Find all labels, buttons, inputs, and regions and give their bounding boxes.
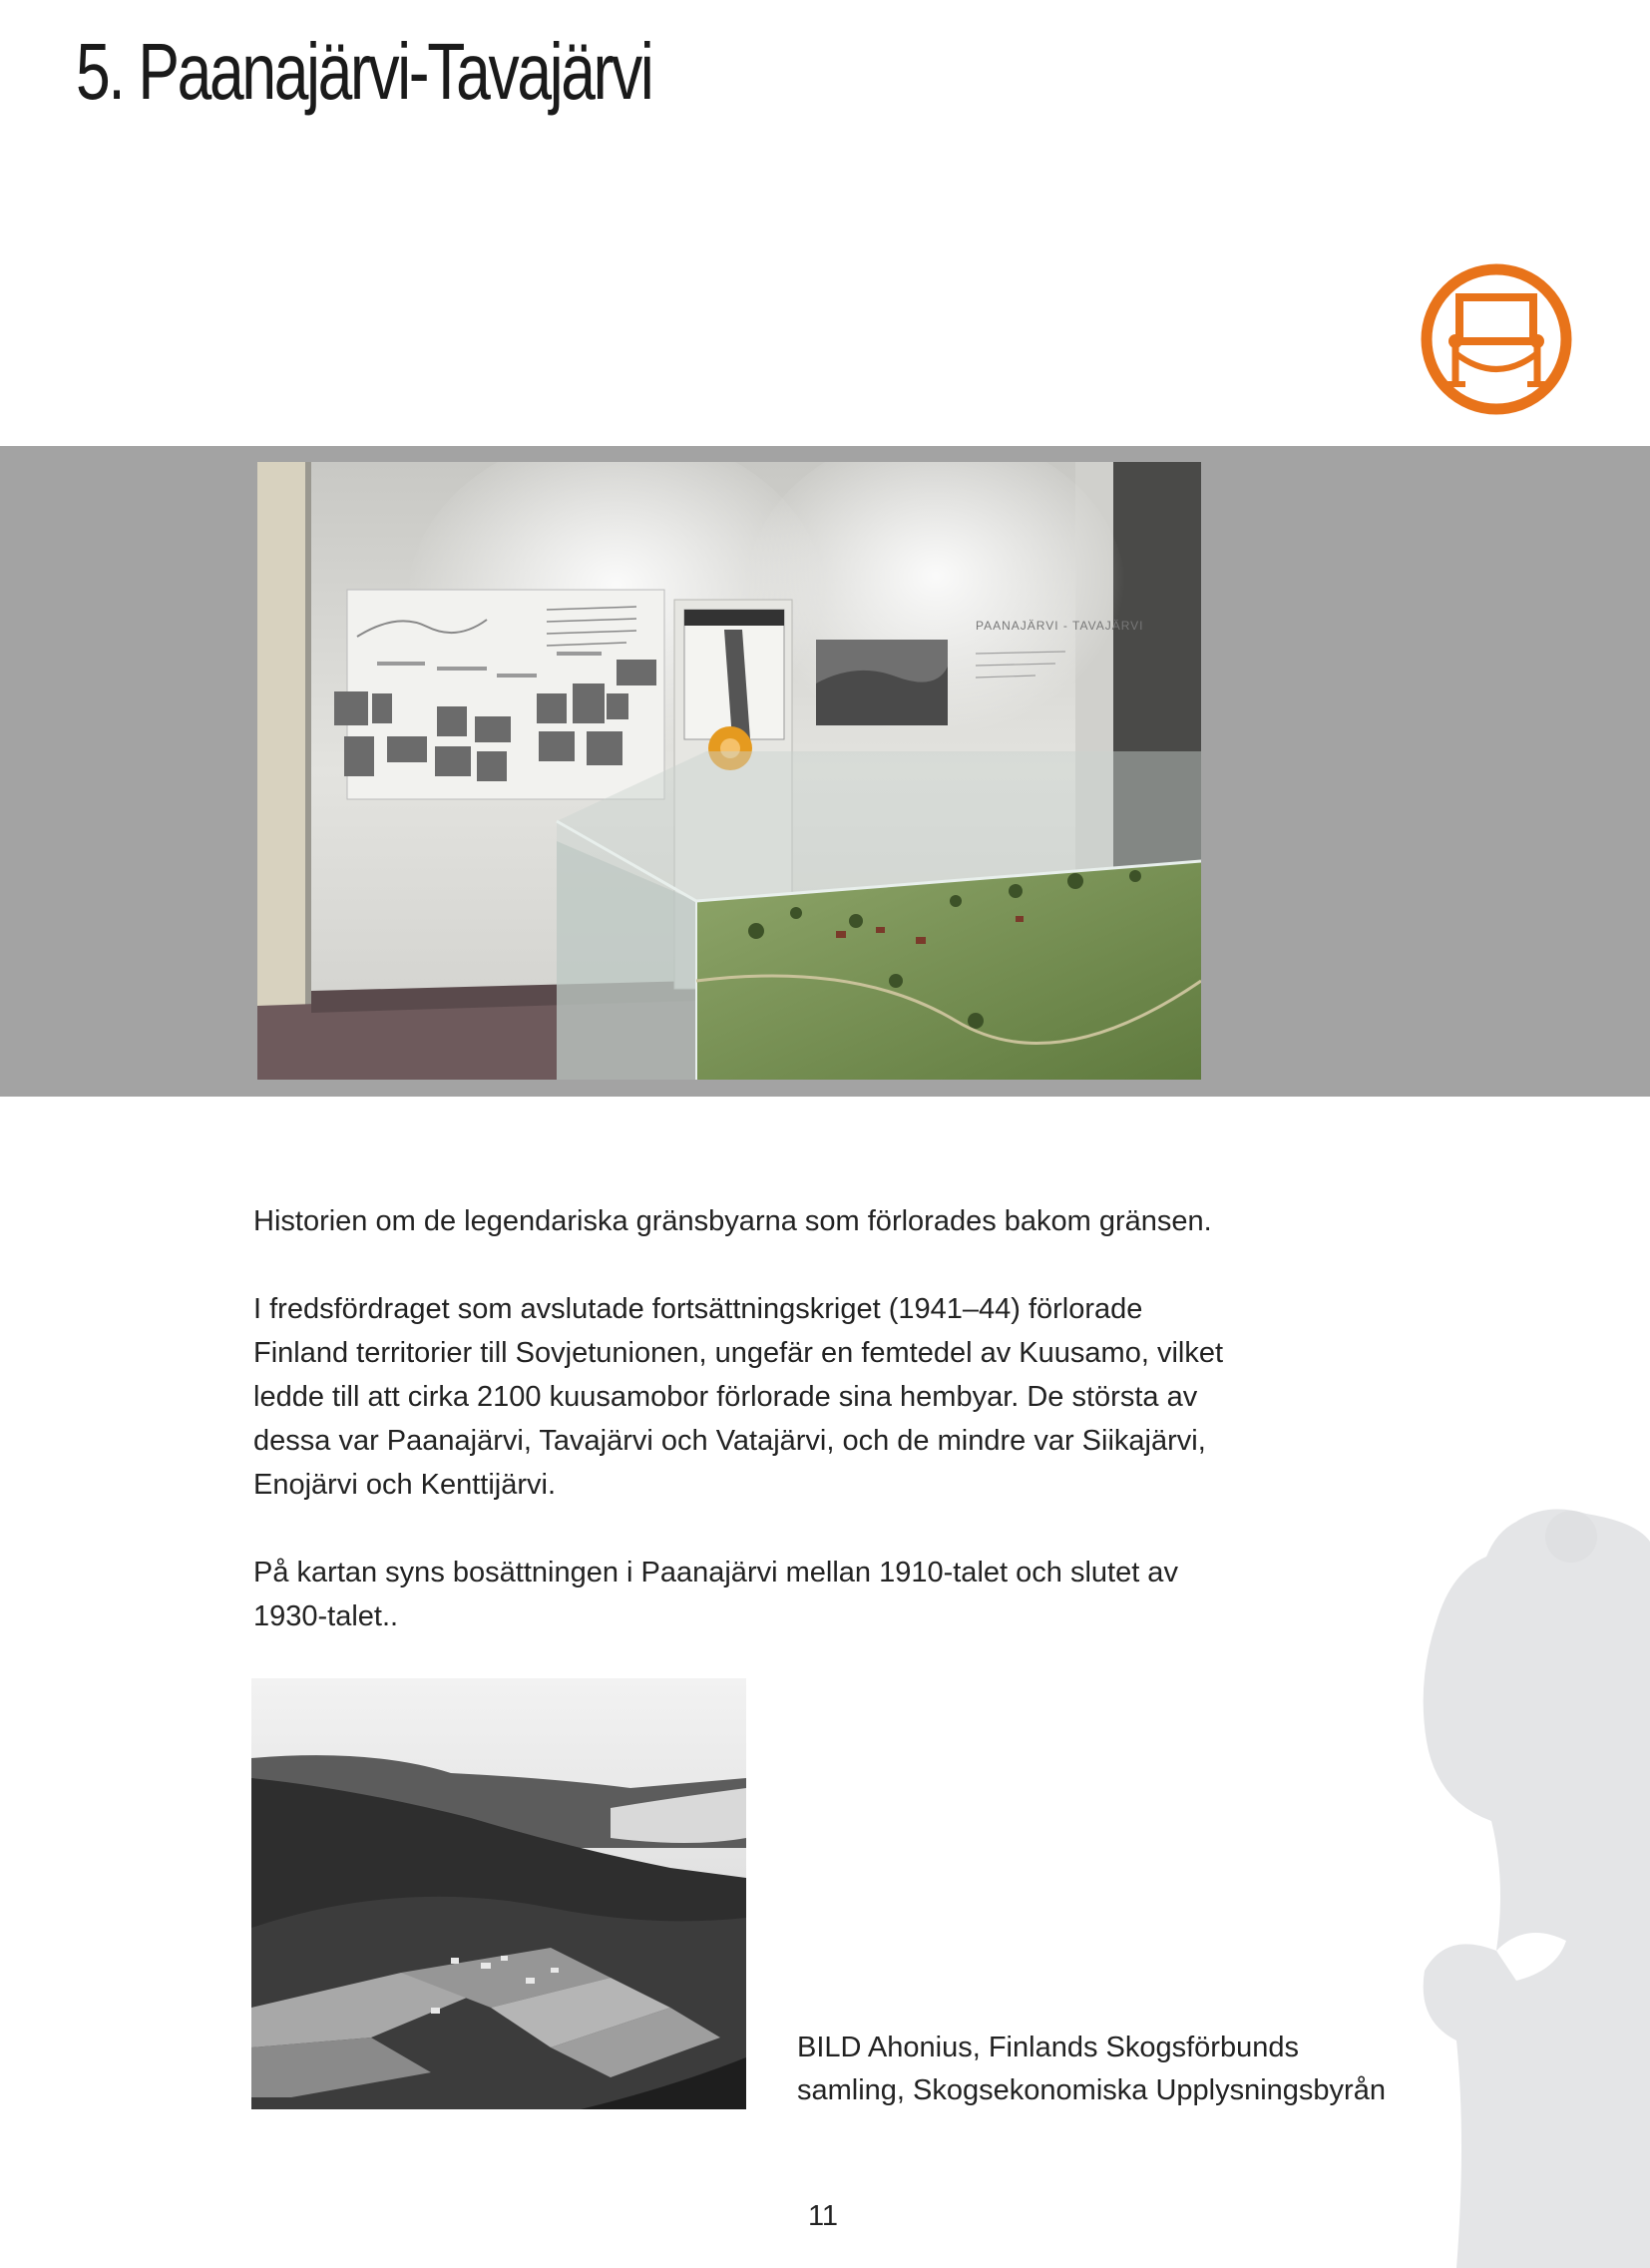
photo-caption: BILD Ahonius, Finlands Skogsförbunds samling, Skogsekonomiska Upplysningsbyrån bbox=[797, 2032, 1386, 2106]
body-text bbox=[253, 1199, 1450, 1682]
intro-paragraph: Historien om de legendariska gränsbyarna som förlorades bakom gränsen. bbox=[253, 1205, 1212, 1237]
exhibition-photo bbox=[257, 462, 1201, 1080]
page-number: 11 bbox=[807, 2200, 839, 2232]
historical-photo bbox=[251, 1678, 746, 2109]
map-paragraph: På kartan syns bosättningen i Paanajärvi mellan 1910-talet och slutet av 1930-talet.. bbox=[253, 1557, 1178, 1632]
page-title: 5. Paanajärvi-Tavajärvi bbox=[76, 27, 652, 116]
history-paragraph: I fredsfördraget som avslutade fortsättningskriget (1941–44) förlorade Finland territorier till Sovjetunionen, ungefär en femtedel av Kuusamo, vilket ledde till att cirka 2100 kuusamobor förlorade sina hembyar. De största av dessa var Paanajärvi, Tavajärvi och Vatajärvi, och de mindre var Siikajärvi, Enojärvi och Kenttijärvi. bbox=[253, 1293, 1224, 1501]
exhibit-display-icon bbox=[1419, 261, 1574, 417]
wall-heading: PAANAJÄRVI - TAVAJÄRVI bbox=[976, 619, 1144, 633]
